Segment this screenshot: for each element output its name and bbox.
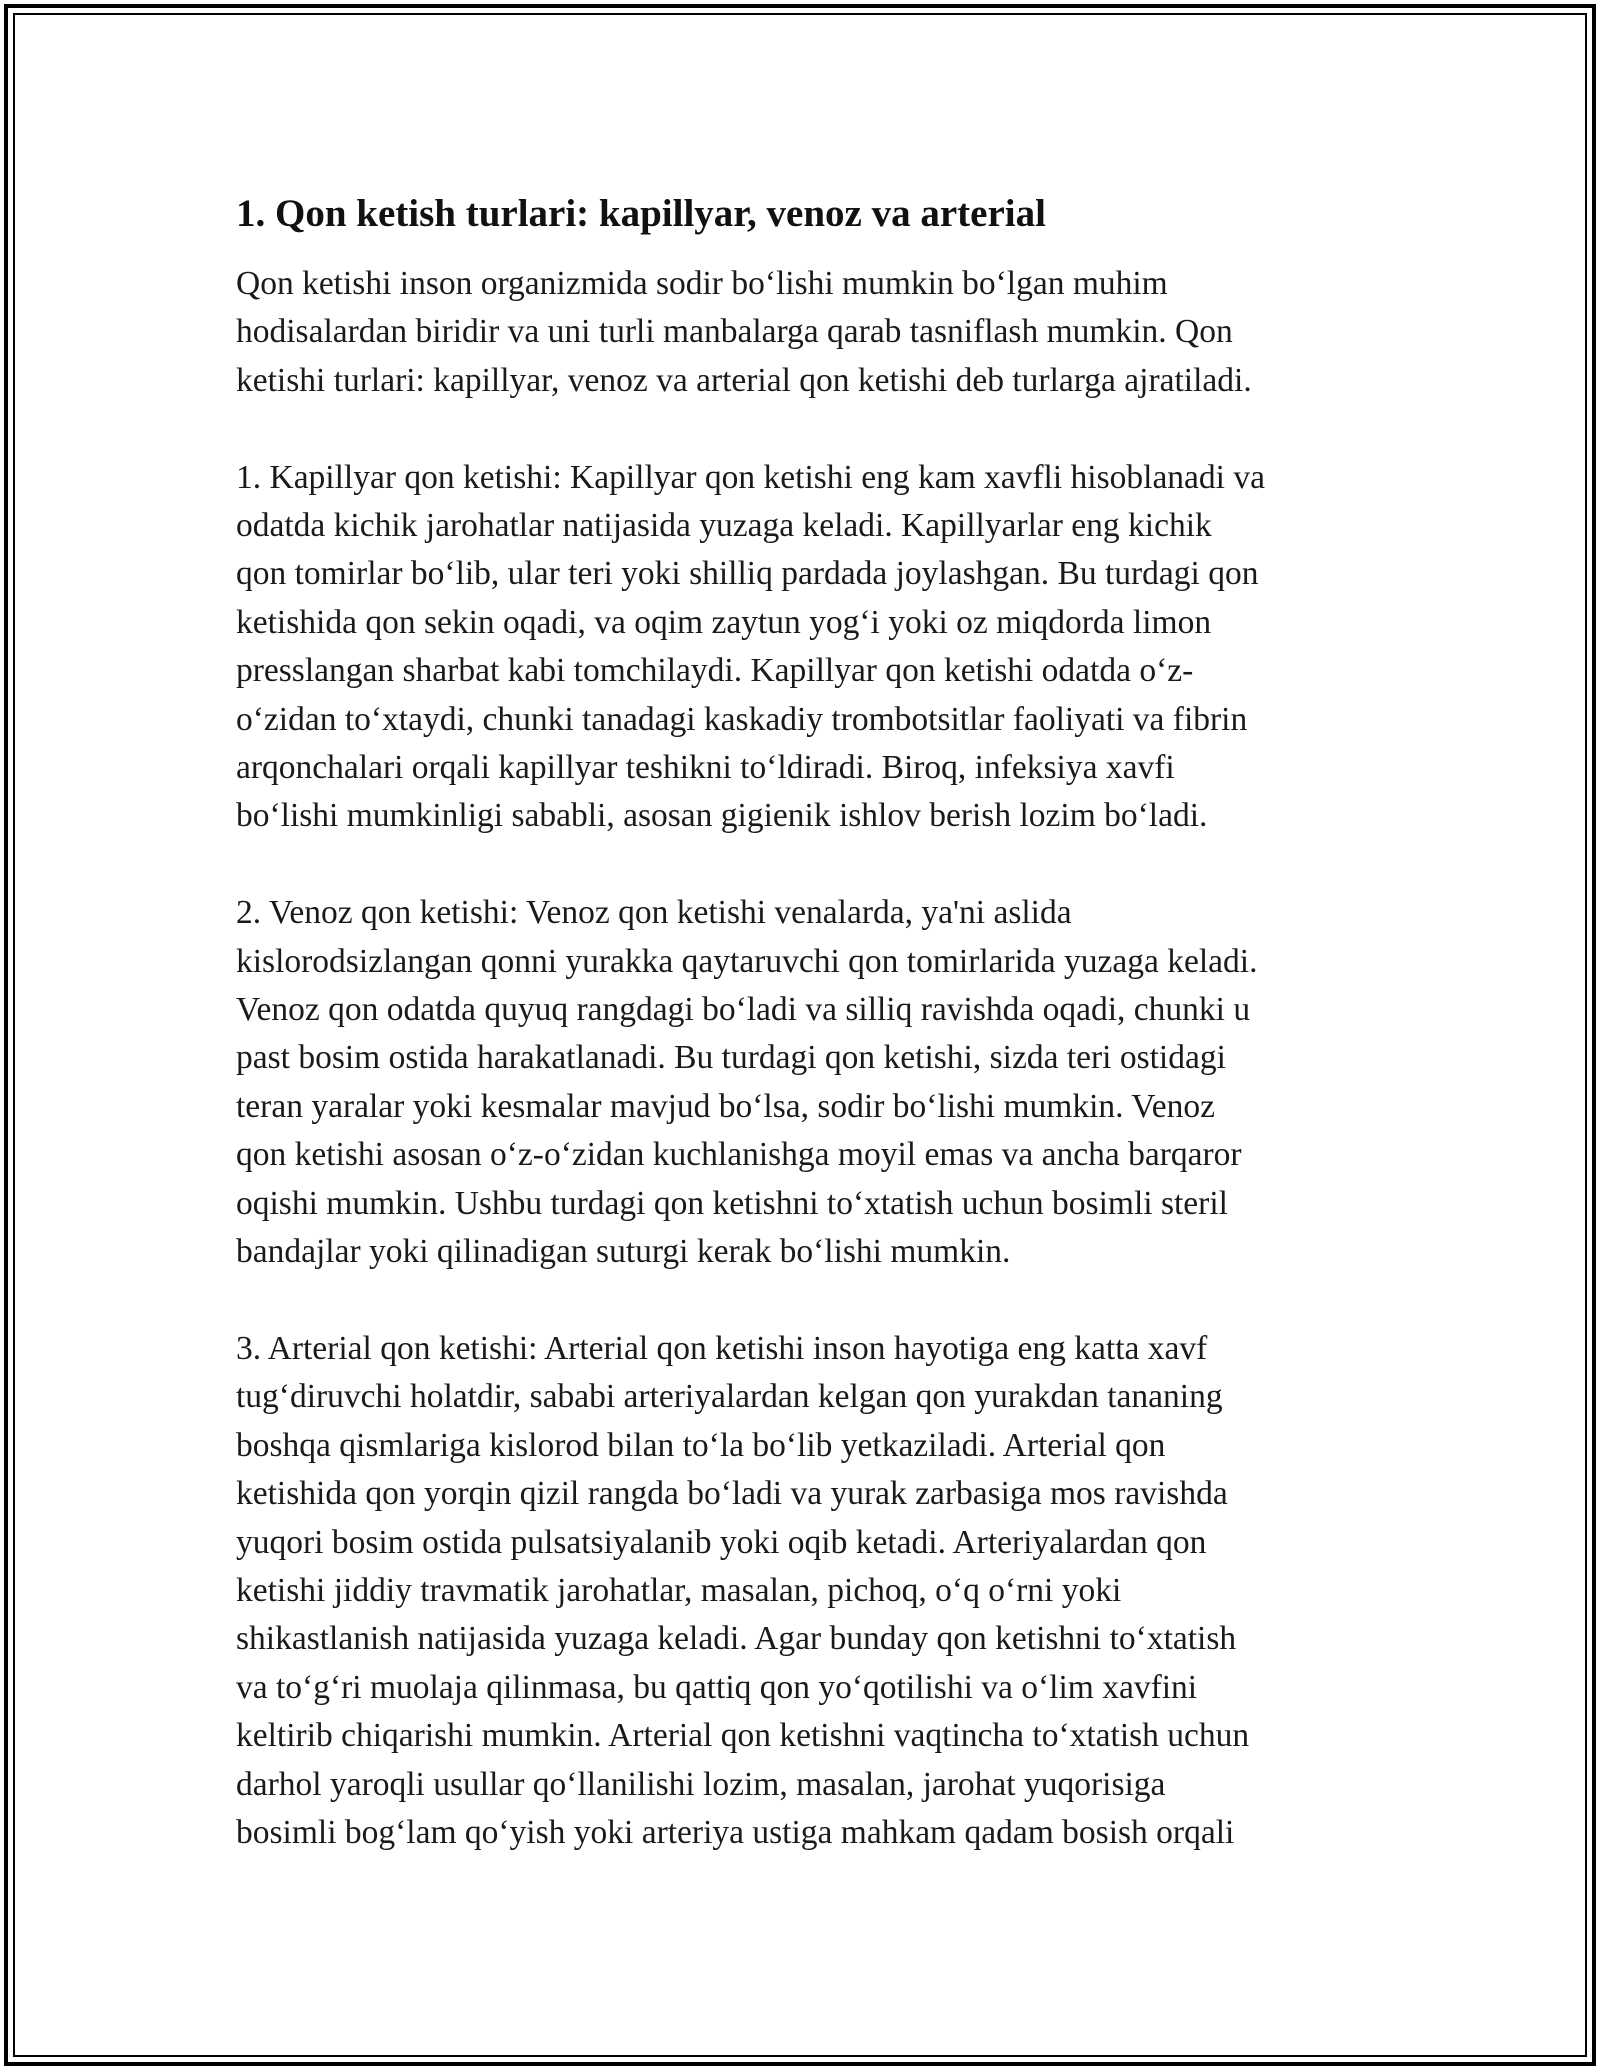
text-line: 1. Kapillyar qon ketishi: Kapillyar qon ketishi eng kam xavfli hisoblanadi va	[236, 458, 1265, 496]
text-line: keltirib chiqarishi mumkin. Arterial qon ketishni vaqtincha to‘xtatish uchun	[236, 1717, 1250, 1755]
text-line: ketishi jiddiy travmatik jarohatlar, masalan, pichoq, o‘q o‘rni yoki	[236, 1571, 1122, 1609]
text-line: Venoz qon odatda quyuq rangdagi bo‘ladi va silliq ravishda oqadi, chunki u	[236, 991, 1251, 1029]
text-line: o‘zidan to‘xtaydi, chunki tanadagi kaskadiy trombotsitlar faoliyati va fibrin	[236, 700, 1248, 738]
text-line: hodisalardan biridir va uni turli manbalarga qarab tasniflash mumkin. Qon	[236, 313, 1233, 351]
text-line: va to‘g‘ri muolaja qilinmasa, bu qattiq qon yo‘qotilishi va o‘lim xavfini	[236, 1668, 1198, 1706]
text-line: bo‘lishi mumkinligi sababli, asosan gigienik ishlov berish lozim bo‘ladi.	[236, 797, 1208, 835]
text-line: darhol yaroqli usullar qo‘llanilishi lozim, masalan, jarohat yuqorisiga	[236, 1765, 1166, 1803]
paragraph	[236, 454, 1366, 841]
page-title: 1. Qon ketish turlari: kapillyar, venoz va arterial	[236, 192, 1046, 235]
text-line: oqishi mumkin. Ushbu turdagi qon ketishni to‘xtatish uchun bosimli steril	[236, 1184, 1228, 1222]
text-line: shikastlanish natijasida yuzaga keladi. Agar bunday qon ketishni to‘xtatish	[236, 1620, 1237, 1658]
text-line: ketishida qon sekin oqadi, va oqim zaytun yog‘i yoki oz miqdorda limon	[236, 603, 1212, 641]
text-line: teran yaralar yoki kesmalar mavjud bo‘lsa, sodir bo‘lishi mumkin. Venoz	[236, 1087, 1216, 1125]
paragraph	[236, 889, 1366, 1276]
text-line: 2. Venoz qon ketishi: Venoz qon ketishi venalarda, ya'ni aslida	[236, 894, 1072, 932]
text-line: Qon ketishi inson organizmida sodir bo‘lishi mumkin bo‘lgan muhim	[236, 265, 1168, 302]
text-line: yuqori bosim ostida pulsatsiyalanib yoki oqib ketadi. Arteriyalardan qon	[236, 1523, 1207, 1561]
text-line: 3. Arterial qon ketishi: Arterial qon ketishi inson hayotiga eng katta xavf	[236, 1329, 1208, 1367]
text-line: kislorodsizlangan qonni yurakka qaytaruvchi qon tomirlarida yuzaga keladi.	[236, 942, 1258, 980]
text-line: qon tomirlar bo‘lib, ular teri yoki shilliq pardada joylashgan. Bu turdagi qon	[236, 555, 1259, 593]
text-line: ketishi turlari: kapillyar, venoz va arterial qon ketishi deb turlarga ajratiladi.	[236, 361, 1252, 399]
text-line: past bosim ostida harakatlanadi. Bu turdagi qon ketishi, sizda teri ostidagi	[236, 1039, 1226, 1077]
text-line: arqonchalari orqali kapillyar teshikni to‘ldiradi. Biroq, infeksiya xavfi	[236, 749, 1175, 787]
text-line: ketishida qon yorqin qizil rangda bo‘ladi va yurak zarbasiga mos ravishda	[236, 1475, 1228, 1513]
paragraph	[236, 260, 1366, 405]
text-line: qon ketishi asosan o‘z-o‘zidan kuchlanishga moyil emas va ancha barqaror	[236, 1136, 1242, 1174]
text-line: boshqa qismlariga kislorod bilan to‘la bo‘lib yetkaziladi. Arterial qon	[236, 1426, 1166, 1464]
text-line: bosimli bog‘lam qo‘yish yoki arteriya ustiga mahkam qadam bosish orqali	[236, 1813, 1235, 1851]
text-line: bandajlar yoki qilinadigan suturgi kerak bo‘lishi mumkin.	[236, 1233, 1011, 1271]
text-line: tug‘diruvchi holatdir, sababi arteriyalardan kelgan qon yurakdan tananing	[236, 1378, 1223, 1416]
paragraph	[236, 1325, 1366, 1857]
document-body	[236, 260, 1366, 1857]
text-line: presslangan sharbat kabi tomchilaydi. Kapillyar qon ketishi odatda o‘z-	[236, 652, 1194, 690]
document-page	[236, 188, 1366, 1906]
text-line: odatda kichik jarohatlar natijasida yuzaga keladi. Kapillyarlar eng kichik	[236, 507, 1212, 545]
